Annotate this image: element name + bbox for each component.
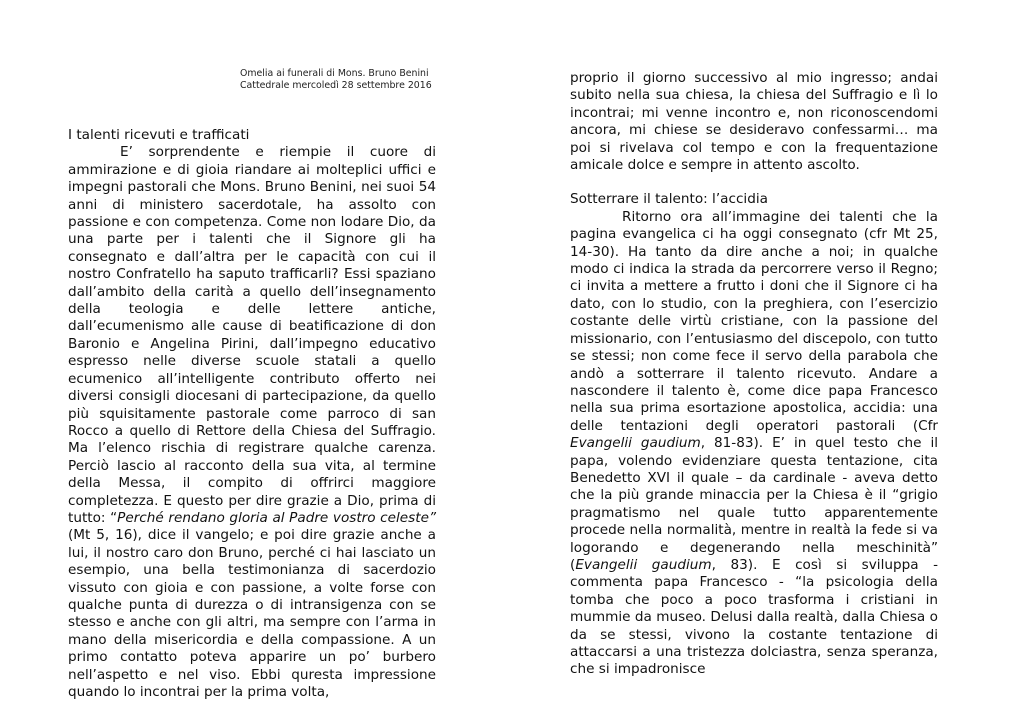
right-column [570,70,938,679]
paragraph-talenti [68,144,436,701]
text-segment: , 83). E così si sviluppa - commenta papa Francesco - “la psicologia della tomba che poco a poco trasforma i cristiani in mummie da museo. Delusi dalla realtà, dalla Chiesa o da se stessi, vivono la costante tentazione di attaccarsi a una tristezza dolciastra, senza speranza, che si impadronisce [570,556,939,678]
header-line-date: Cattedrale mercoledì 28 settembre 2016 [240,80,432,92]
text-segment: E’ sorprendente e riempie il cuore di ammirazione e di gioia riandare ai molteplici uffici e impegni pastorali che Mons. Bruno Benini, nei suoi 54 anni di ministero sacerdotale, ha assolto con passione e con competenza. Come non lodare Dio, da una parte per i talenti che il Signore gli ha consegnato e dall’altra per le capacità con cui il nostro Confratello ha saputo trafficarli? Essi spaziano dall’ambito della carità a quello dell’insegnamento della teologia e delle lettere antiche, dall’ecumenismo alle cause di beatificazione di don Baronio e Angelina Pirini, dall’impegno educativo espresso nelle diverse scuole statali a quello ecumenico all’intelligente contributo offerto nei diversi consigli diocesani di partecipazione, da quello più squisitamente pastorale come parroco di san Rocco a quello di Rettore della Chiesa del Suffragio. Ma l’elenco rischia di registrare qualche carenza. Perciò lascio al racconto della sua vita, al termine della Messa, il compito di offrirci maggiore completezza. E questo per dire grazie a Dio, prima di tutto: “ [68,144,436,526]
text-segment: , 81-83). E’ in quel testo che il papa, volendo evidenziare questa tentazione, cita Benedetto XVI il quale – da cardinale - aveva detto che la più grande minaccia per la Chiesa è il “grigio pragmatismo nel quale tutto apparentemente procede nella normalità, mentre in realtà la fede si va logorando e degenerando nella meschinità” ( [570,435,938,573]
section-heading-accidia: Sotterrare il talento: l’accidia [570,191,768,208]
citation-italic: Evangelii gaudium [575,556,712,573]
section-heading-talenti: I talenti ricevuti e trafficati [68,127,250,143]
header-line-title: Omelia ai funerali di Mons. Bruno Benini [240,68,429,79]
paragraph-continuation: proprio il giorno successivo al mio ingresso; andai subito nella sua chiesa, la chiesa del Suffragio e lì lo incontrai; mi venne incontro e, non riconoscendomi ancora, mi chiese se desideravo confessarmi… ma poi si rivelava col tempo e con la frequentazione amicale dolce e sempre in attento ascolto. [570,70,938,174]
spacer [570,174,938,191]
text-segment: (Mt 5, 16), dice il vangelo; e poi dire grazie anche a lui, il nostro caro don Bruno, perché ci hai lasciato un esempio, una bella testimonianza di sacerdozio vissuto con gioia e con passione, a volte forse con qualche punta di durezza o di intransigenza con se stesso e anche con gli altri, ma sempre con l’arma in mano della misericordia e della compassione. A un primo contatto poteva apparire un po’ burbero nell’aspetto e nel viso. Ebbi quresta impressione quando lo incontrai per la prima volta, [68,527,436,700]
document-header [240,68,440,93]
text-segment: Ritorno ora all’immagine dei talenti che la pagina evangelica ci ha oggi consegnato (cfr Mt 25, 14-30). Ha tanto da dire anche a noi; in qualche modo ci indica la strada da percorrere verso il Regno; ci invita a mettere a frutto i doni che il Signore ci ha dato, con lo studio, con la preghiera, con l’esercizio costante delle virtù cristiane, con la passione del missionario, con l’entusiasmo del discepolo, con tutto se stessi; non come fece il servo della parabola che andò a sotterrare il talento ricevuto. Andare a nascondere il talento è, come dice papa Francesco nella sua prima esortazione apostolica, accidia: una delle tentazioni degli operatori pastorali (Cfr [570,208,938,434]
left-column [68,127,436,701]
citation-italic: Evangelii gaudium [570,435,701,452]
paragraph-accidia [570,209,938,679]
quote-italic: Perché rendano gloria al Padre vostro celeste” [117,509,436,526]
